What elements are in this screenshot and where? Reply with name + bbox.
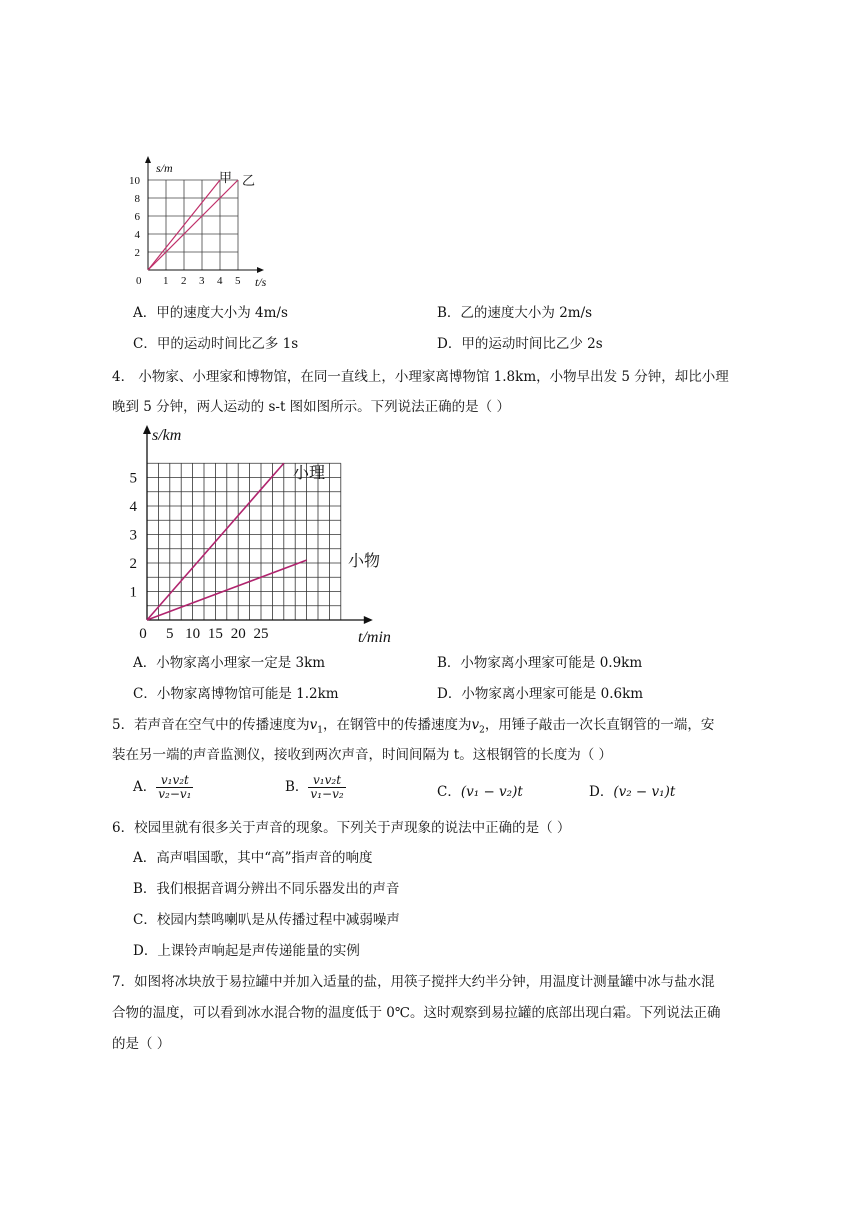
q4-option-a: A．小物家离小理家一定是 3km xyxy=(133,655,326,671)
chart-2-y-tick-label: 2 xyxy=(129,556,137,572)
q3-option-b: B．乙的速度大小为 2m/s xyxy=(437,305,593,321)
chart-1-x-tick-label: 4 xyxy=(217,275,223,287)
chart-2-st-graph xyxy=(110,420,410,646)
chart-2-x-arrow xyxy=(364,616,373,624)
chart-1-x-tick-label: 3 xyxy=(199,275,205,287)
q5-option-a-denominator: v₂−v₁ xyxy=(158,787,192,801)
chart-2-series-label-xiaowu: 小物 xyxy=(348,553,381,570)
q6-option-d: D．上课铃声响起是声传递能量的实例 xyxy=(133,943,360,959)
chart-2-x-tick-label: 20 xyxy=(230,626,246,642)
chart-1-y-arrow xyxy=(145,156,151,163)
q3-option-d: D．甲的运动时间比乙少 2s xyxy=(437,336,603,352)
q5-stem-part3: ，用锤子敲击一次长直钢管的一端，安 xyxy=(484,717,715,733)
chart-1-x-tick-label: 5 xyxy=(235,275,241,287)
q4-option-c: C．小物家离博物馆可能是 1.2km xyxy=(133,686,339,702)
chart-1-x-arrow xyxy=(257,267,264,273)
chart-2-y-tick-label: 1 xyxy=(129,584,137,601)
q5-stem-part2: ，在钢管中的传播速度为 xyxy=(322,717,472,733)
q5-option-a-label: A． xyxy=(133,779,157,795)
q5-option-c xyxy=(437,783,523,801)
q7-stem-line3: 的是（ ） xyxy=(112,1036,171,1052)
chart-1-series-line-1 xyxy=(148,180,238,270)
q5-option-b-fraction xyxy=(308,774,345,801)
q5-v1: v xyxy=(309,717,318,733)
chart-2-xlabel: t/min xyxy=(358,629,391,646)
q5-option-c-expr: (v₁ − v₂)t xyxy=(460,784,523,800)
q4-stem-line1: 4． 小物家、小理家和博物馆，在同一直线上，小理家离博物馆 1.8km，小物早出发 5 分钟，却比小理 xyxy=(112,369,729,385)
chart-1-series-label-yi: 乙 xyxy=(242,173,256,188)
q6-option-c: C．校园内禁鸣喇叭是从传播过程中减弱噪声 xyxy=(133,912,400,928)
q5-v2: v xyxy=(471,717,480,733)
chart-1-y-tick-label: 2 xyxy=(134,247,140,259)
q5-option-b xyxy=(285,774,346,801)
chart-2-x-tick-label: 10 xyxy=(185,626,201,642)
chart-1-x-tick-label: 2 xyxy=(181,275,187,287)
q4-stem-line2: 晚到 5 分钟，两人运动的 s-t 图如图所示。下列说法正确的是（ ） xyxy=(112,399,510,415)
chart-2-x-tick-label: 15 xyxy=(207,626,223,642)
chart-1-x-tick-label: 1 xyxy=(163,275,169,287)
chart-1-series-label-jia: 甲 xyxy=(219,170,233,185)
chart-1-x-tick-label: 0 xyxy=(136,275,142,287)
chart-1-y-tick-label: 10 xyxy=(129,175,140,187)
q5-stem-line2: 装在另一端的声音监测仪，接收到两次声音，时间间隔为 t。这根钢管的长度为（ ） xyxy=(112,747,613,763)
q4-option-d: D．小物家离小理家可能是 0.6km xyxy=(437,686,644,702)
chart-2-y-tick-label: 3 xyxy=(129,527,137,544)
q7-stem-line2: 合物的温度，可以看到冰水混合物的温度低于 0℃。这时观察到易拉罐的底部出现白霜。下列说法正确 xyxy=(112,1005,721,1021)
q5-stem-part1: 5．若声音在空气中的传播速度为 xyxy=(112,717,310,733)
q5-option-c-label: C． xyxy=(437,784,461,800)
chart-1-st-graph xyxy=(120,150,290,290)
q6-stem: 6．校园里就有很多关于声音的现象。下列关于声现象的说法中正确的是（ ） xyxy=(112,820,571,836)
chart-2-y-tick-label: 4 xyxy=(129,499,137,515)
q5-stem-line1 xyxy=(112,716,714,740)
chart-1-y-tick-label: 6 xyxy=(134,211,140,223)
q5-option-d xyxy=(589,783,675,801)
q5-option-d-expr: (v₂ − v₁)t xyxy=(613,784,676,800)
q6-option-b: B．我们根据音调分辨出不同乐器发出的声音 xyxy=(133,881,400,897)
chart-2-ylabel: s/km xyxy=(152,427,182,444)
chart-2-y-arrow xyxy=(143,425,151,434)
q5-option-b-label: B． xyxy=(285,779,309,795)
q5-option-b-numerator: v₁v₂t xyxy=(308,774,345,788)
chart-2-series-label-xiaoli: 小理 xyxy=(293,465,326,482)
q6-option-a: A．高声唱国歌，其中“高”指声音的响度 xyxy=(133,850,373,866)
q5-option-d-label: D． xyxy=(589,784,614,800)
q4-option-b: B．小物家离小理家可能是 0.9km xyxy=(437,655,643,671)
q5-option-a-fraction xyxy=(156,774,193,801)
chart-2-x-tick-label: 25 xyxy=(253,626,269,642)
q5-option-a-numerator: v₁v₂t xyxy=(156,774,193,788)
q5-option-b-denominator: v₁−v₂ xyxy=(310,787,344,801)
q3-option-a: A．甲的速度大小为 4m/s xyxy=(133,305,288,321)
chart-1-ylabel: s/m xyxy=(156,161,173,175)
q5-v1-sub: 1 xyxy=(317,725,323,736)
q5-option-a xyxy=(133,774,193,801)
chart-1-y-tick-label: 4 xyxy=(134,229,140,241)
q3-option-c: C．甲的运动时间比乙多 1s xyxy=(133,336,299,352)
chart-1-xlabel: t/s xyxy=(255,275,267,289)
q7-stem-line1: 7．如图将冰块放于易拉罐中并加入适量的盐，用筷子搅拌大约半分钟，用温度计测量罐中冰与盐水混 xyxy=(112,974,715,990)
chart-2-x-tick-label: 5 xyxy=(166,626,174,642)
chart-1-y-tick-label: 8 xyxy=(134,193,140,205)
q5-v2-sub: 2 xyxy=(479,725,485,736)
chart-2-y-tick-label: 5 xyxy=(129,470,137,487)
chart-2-x-tick-label: 0 xyxy=(139,626,147,642)
